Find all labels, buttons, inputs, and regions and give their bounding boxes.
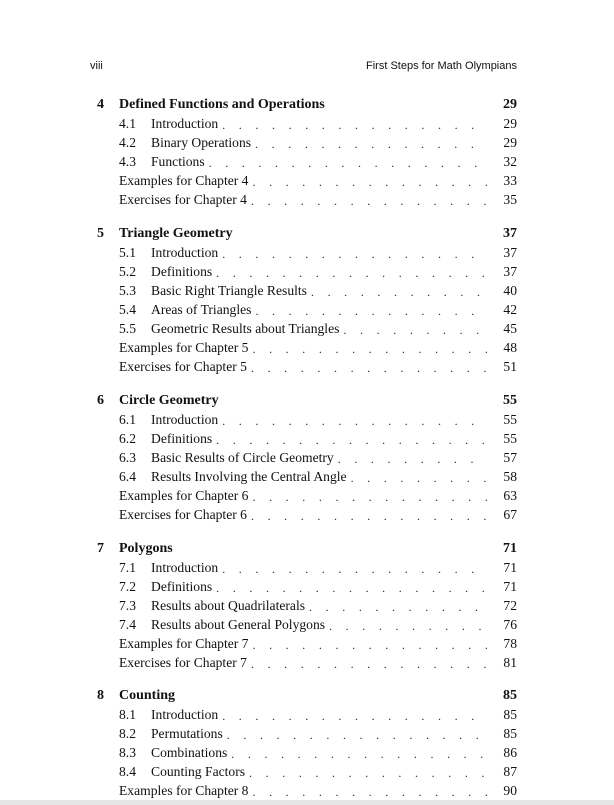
section-entry[interactable]	[90, 726, 517, 745]
section-number: 6.4	[119, 469, 136, 484]
entry-page: 67	[503, 507, 517, 522]
section-entry[interactable]	[90, 321, 517, 340]
section-number: 5.5	[119, 321, 136, 336]
chapter-extra-entry[interactable]	[90, 173, 517, 192]
chapter-heading[interactable]	[90, 688, 517, 707]
chapter-number: 7	[97, 541, 104, 556]
entry-page: 81	[503, 655, 517, 670]
dot-leader	[338, 450, 487, 469]
dot-leader	[222, 412, 487, 431]
chapter-extra-entry[interactable]	[90, 359, 517, 378]
chapter-number: 4	[97, 97, 104, 112]
entry-title: Introduction	[151, 116, 219, 131]
section-entry[interactable]	[90, 764, 517, 783]
entry-title: Definitions	[151, 264, 213, 279]
page-number: viii	[90, 60, 103, 72]
section-entry[interactable]	[90, 412, 517, 431]
chapter-title: Counting	[119, 688, 176, 703]
chapter-extra-entry[interactable]	[90, 655, 517, 674]
entry-page: 55	[503, 412, 517, 427]
dot-leader	[231, 745, 487, 764]
dot-leader	[251, 359, 487, 378]
chapter-page: 37	[503, 226, 517, 241]
entry-page: 29	[503, 116, 517, 131]
entry-title: Introduction	[151, 412, 219, 427]
entry-page: 45	[503, 321, 517, 336]
entry-title: Results about General Polygons	[151, 617, 326, 632]
section-number: 7.3	[119, 598, 136, 613]
section-entry[interactable]	[90, 116, 517, 135]
chapter-title: Circle Geometry	[119, 393, 219, 408]
entry-title: Permutations	[151, 726, 223, 741]
chapter-8	[90, 688, 517, 802]
entry-title: Combinations	[151, 745, 228, 760]
entry-title: Definitions	[151, 579, 213, 594]
entry-title: Exercises for Chapter 7	[119, 655, 247, 670]
entry-title: Functions	[151, 154, 205, 169]
section-number: 5.2	[119, 264, 136, 279]
section-entry[interactable]	[90, 283, 517, 302]
running-title: First Steps for Math Olympians	[366, 60, 517, 72]
entry-title: Results Involving the Central Angle	[151, 469, 347, 484]
chapter-heading[interactable]	[90, 541, 517, 560]
entry-title: Exercises for Chapter 5	[119, 359, 247, 374]
dot-leader	[311, 283, 487, 302]
entry-page: 71	[503, 579, 517, 594]
section-entry[interactable]	[90, 154, 517, 173]
chapter-heading[interactable]	[90, 97, 517, 116]
entry-title: Binary Operations	[151, 135, 252, 150]
entry-title: Counting Factors	[151, 764, 246, 779]
section-entry[interactable]	[90, 707, 517, 726]
entry-title: Results about Quadrilaterals	[151, 598, 306, 613]
dot-leader	[329, 617, 487, 636]
dot-leader	[309, 598, 487, 617]
entry-title: Areas of Triangles	[151, 302, 252, 317]
entry-page: 76	[503, 617, 517, 632]
entry-page: 90	[503, 783, 517, 798]
chapter-extra-entry[interactable]	[90, 192, 517, 211]
entry-title: Examples for Chapter 8	[119, 783, 249, 798]
dot-leader	[222, 560, 487, 579]
chapter-number: 5	[97, 226, 104, 241]
chapter-number: 8	[97, 688, 104, 703]
entry-page: 55	[503, 431, 517, 446]
chapter-extra-entry[interactable]	[90, 636, 517, 655]
dot-leader	[227, 726, 487, 745]
section-number: 8.4	[119, 764, 136, 779]
dot-leader	[216, 264, 487, 283]
dot-leader	[222, 116, 487, 135]
section-number: 6.1	[119, 412, 136, 427]
entry-page: 33	[503, 173, 517, 188]
section-number: 4.3	[119, 154, 136, 169]
dot-leader	[251, 507, 487, 526]
section-entry[interactable]	[90, 560, 517, 579]
section-number: 8.1	[119, 707, 136, 722]
dot-leader	[252, 340, 487, 359]
dot-leader	[222, 245, 487, 264]
section-entry[interactable]	[90, 598, 517, 617]
dot-leader	[209, 154, 487, 173]
entry-title: Exercises for Chapter 4	[119, 192, 247, 207]
chapter-title: Polygons	[119, 541, 173, 556]
dot-leader	[252, 636, 487, 655]
section-number: 4.2	[119, 135, 136, 150]
entry-title: Exercises for Chapter 6	[119, 507, 247, 522]
running-header	[90, 60, 517, 76]
chapter-page: 85	[503, 688, 517, 703]
section-entry[interactable]	[90, 245, 517, 264]
dot-leader	[351, 469, 487, 488]
section-entry[interactable]	[90, 745, 517, 764]
dot-leader	[255, 135, 487, 154]
dot-leader	[343, 321, 487, 340]
section-entry[interactable]	[90, 264, 517, 283]
section-number: 6.2	[119, 431, 136, 446]
section-entry[interactable]	[90, 617, 517, 636]
entry-page: 71	[503, 560, 517, 575]
section-number: 8.3	[119, 745, 136, 760]
chapter-5	[90, 226, 517, 378]
entry-page: 35	[503, 192, 517, 207]
section-number: 7.1	[119, 560, 136, 575]
entry-title: Introduction	[151, 560, 219, 575]
entry-page: 48	[503, 340, 517, 355]
chapter-6	[90, 393, 517, 526]
chapter-extra-entry[interactable]	[90, 340, 517, 359]
entry-page: 40	[503, 283, 517, 298]
entry-page: 58	[503, 469, 517, 484]
chapter-number: 6	[97, 393, 104, 408]
entry-page: 42	[503, 302, 517, 317]
chapter-title: Defined Functions and Operations	[119, 97, 325, 112]
chapter-heading[interactable]	[90, 226, 517, 245]
chapter-7	[90, 541, 517, 674]
chapter-extra-entry[interactable]	[90, 507, 517, 526]
chapter-page: 55	[503, 393, 517, 408]
entry-title: Examples for Chapter 5	[119, 340, 249, 355]
entry-page: 85	[503, 707, 517, 722]
entry-page: 37	[503, 245, 517, 260]
dot-leader	[251, 192, 487, 211]
dot-leader	[255, 302, 487, 321]
dot-leader	[249, 764, 487, 783]
dot-leader	[252, 173, 487, 192]
entry-page: 57	[503, 450, 517, 465]
entry-page: 72	[503, 598, 517, 613]
entry-page: 87	[503, 764, 517, 779]
entry-title: Introduction	[151, 245, 219, 260]
section-number: 7.4	[119, 617, 136, 632]
section-entry[interactable]	[90, 135, 517, 154]
entry-title: Introduction	[151, 707, 219, 722]
entry-title: Basic Right Triangle Results	[151, 283, 307, 298]
entry-page: 29	[503, 135, 517, 150]
chapter-4	[90, 97, 517, 211]
chapter-heading[interactable]	[90, 393, 517, 412]
section-number: 7.2	[119, 579, 136, 594]
chapter-page: 71	[503, 541, 517, 556]
entry-title: Basic Results of Circle Geometry	[151, 450, 334, 465]
section-number: 5.3	[119, 283, 136, 298]
entry-title: Geometric Results about Triangles	[151, 321, 340, 336]
entry-title: Examples for Chapter 7	[119, 636, 249, 651]
section-entry[interactable]	[90, 450, 517, 469]
entry-page: 85	[503, 726, 517, 741]
entry-title: Examples for Chapter 4	[119, 173, 249, 188]
section-entry[interactable]	[90, 302, 517, 321]
section-number: 5.4	[119, 302, 136, 317]
page-bottom-edge	[0, 800, 614, 805]
chapter-title: Triangle Geometry	[119, 226, 233, 241]
entry-page: 51	[503, 359, 517, 374]
entry-page: 78	[503, 636, 517, 651]
entry-page: 63	[503, 488, 517, 503]
section-number: 8.2	[119, 726, 136, 741]
section-entry[interactable]	[90, 579, 517, 598]
dot-leader	[216, 579, 487, 598]
dot-leader	[222, 707, 487, 726]
dot-leader	[216, 431, 487, 450]
section-entry[interactable]	[90, 431, 517, 450]
section-number: 5.1	[119, 245, 136, 260]
entry-title: Definitions	[151, 431, 213, 446]
entry-page: 86	[503, 745, 517, 760]
dot-leader	[251, 655, 487, 674]
chapter-page: 29	[503, 97, 517, 112]
section-entry[interactable]	[90, 469, 517, 488]
entry-page: 37	[503, 264, 517, 279]
section-number: 4.1	[119, 116, 136, 131]
entry-title: Examples for Chapter 6	[119, 488, 249, 503]
chapter-extra-entry[interactable]	[90, 488, 517, 507]
section-number: 6.3	[119, 450, 136, 465]
entry-page: 32	[503, 154, 517, 169]
dot-leader	[252, 488, 487, 507]
